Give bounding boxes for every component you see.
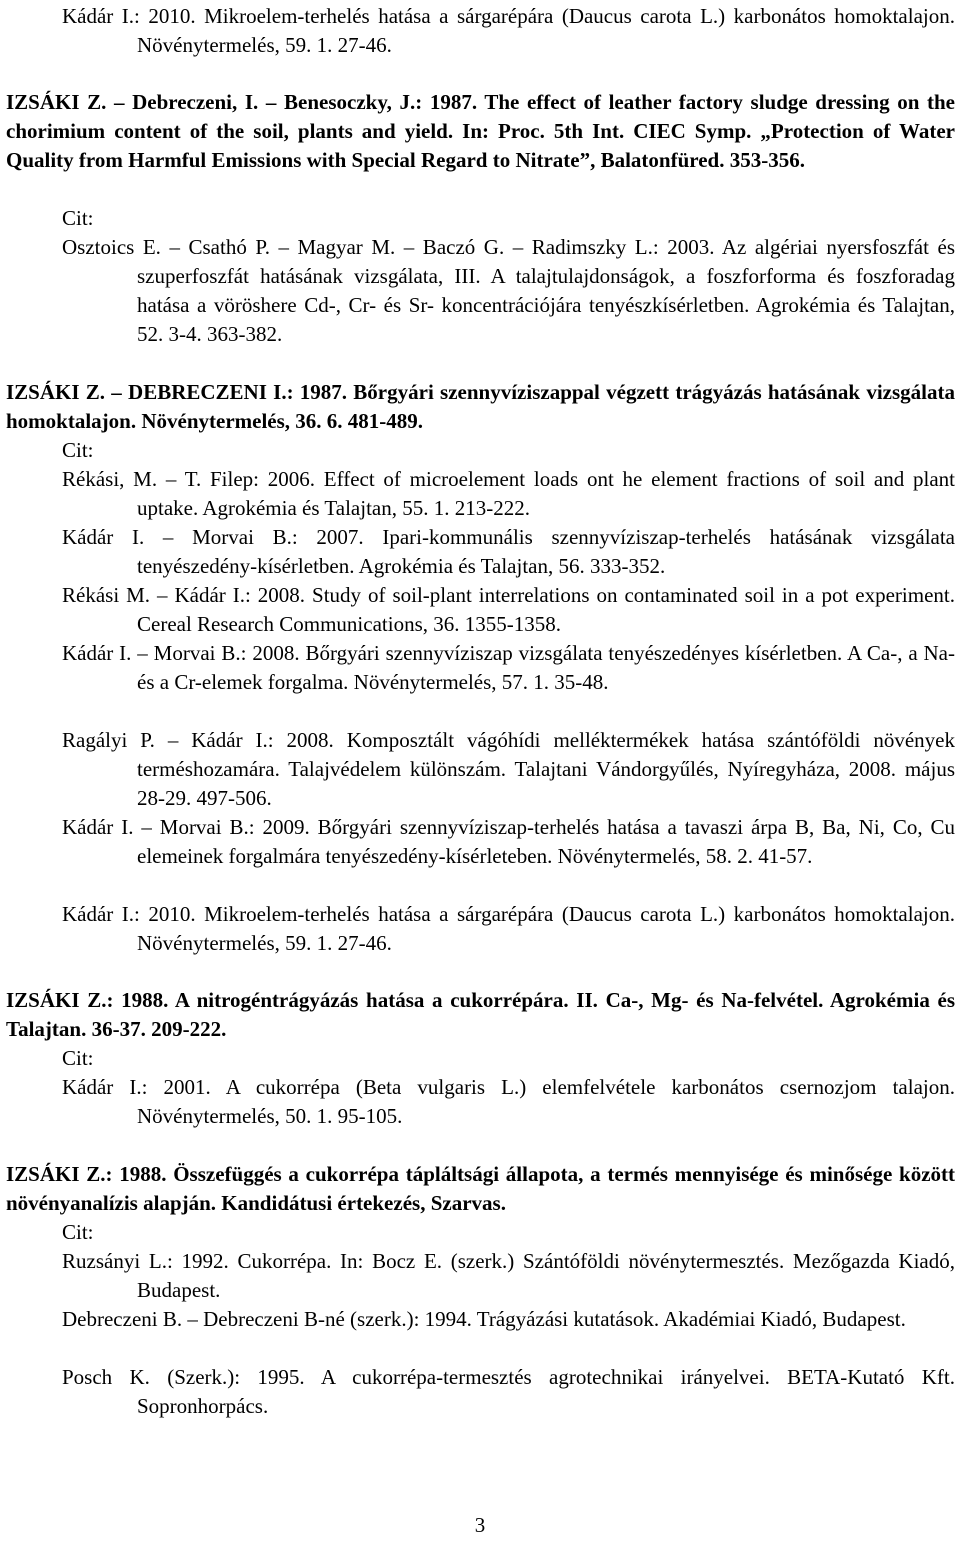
top-fragment-line2: homoktalajon. Növénytermelés, 59. 1. 27-46.: [137, 4, 955, 57]
citation-entry: Rékási, M. – T. Filep: 2006. Effect of microelement loads ont he element fractions of soil and plant uptake. Agrokémia és Talajtan, 55. 1. 213-222.: [62, 467, 955, 520]
citation-entry: Debreczeni B. – Debreczeni B-né (szerk.): 1994. Trágyázási kutatások. Akadémiai Kiadó, Budapest.: [62, 1307, 906, 1331]
citation-entry: Kádár I. – Morvai B.: 2009. Bőrgyári szennyvíziszap-terhelés hatása a tavaszi árpa B, Ba, Ni, Co, Cu elemeinek forgalmára tenyészedény-kísérleteben. Növénytermelés, 58. 2. 41-57.: [62, 815, 955, 868]
reference-heading-1: IZSÁKI Z. – Debreczeni, I. – Benesoczky, J.: 1987. The effect of leather factory sludge dressing on the chorimium content of the soil, plants and yield. In: Proc. 5th Int. CIEC Symp. „Protection of Water Quality from Harmful Emissions with Special Regard to Nitrate”, Balatonfüred. 353-356.: [6, 90, 955, 172]
reference-heading-2: IZSÁKI Z. – DEBRECZENI I.: 1987. Bőrgyári szennyvíziszappal végzett trágyázás hatásának vizsgálata homoktalajon. Növénytermelés, 36. 6. 481-489.: [6, 380, 955, 433]
citation-entry: Rékási M. – Kádár I.: 2008. Study of soil-plant interrelations on contaminated soil in a pot experiment. Cereal Research Communications, 36. 1355-1358.: [62, 583, 955, 636]
top-fragment-citation: [62, 2, 955, 60]
citation-entry: Ragályi P. – Kádár I.: 2008. Komposztált vágóhídi melléktermékek hatása szántóföldi növények terméshozamára. Talajvédelem különszám. Talajtani Vándorgyűlés, Nyíregyháza, 2008. május 28-29. 497-506.: [62, 728, 955, 810]
reference-heading-3: IZSÁKI Z.: 1988. A nitrogéntrágyázás hatása a cukorrépára. II. Ca-, Mg- és Na-felvétel. Agrokémia és Talajtan. 36-37. 209-222.: [6, 988, 955, 1041]
citation-entry: Kádár I.: 2001. A cukorrépa (Beta vulgaris L.) elemfelvétele karbonátos csernozjom talajon. Növénytermelés, 50. 1. 95-105.: [62, 1075, 955, 1128]
cit-label-1: Cit:: [62, 206, 94, 230]
top-fragment-line1: Kádár I.: 2010. Mikroelem-terhelés hatása a sárgarépára (Daucus carota L.) karbonátos: [62, 4, 835, 28]
citation-entry: Posch K. (Szerk.): 1995. A cukorrépa-termesztés agrotechnikai irányelvei. BETA-Kutató Kft. Sopronhorpács.: [62, 1365, 955, 1418]
cit-label-2: Cit:: [62, 438, 94, 462]
reference-heading-4: IZSÁKI Z.: 1988. Összefüggés a cukorrépa tápláltsági állapota, a termés mennyisége és minősége között növényanalízis alapján. Kandidátusi értekezés, Szarvas.: [6, 1162, 955, 1215]
citation-entry: Kádár I. – Morvai B.: 2008. Bőrgyári szennyvíziszap vizsgálata tenyészedényes kísérletben. A Ca-, a Na- és a Cr-elemek forgalma. Növénytermelés, 57. 1. 35-48.: [62, 641, 955, 694]
citation-entry: Kádár I. – Morvai B.: 2007. Ipari-kommunális szennyvíziszap-terhelés hatásának vizsgálata tenyészedény-kísérletben. Agrokémia és Talajtan, 56. 333-352.: [62, 525, 955, 578]
cit-label-4: Cit:: [62, 1220, 94, 1244]
citation-entry: Osztoics E. – Csathó P. – Magyar M. – Baczó G. – Radimszky L.: 2003. Az algériai nyersfoszfát és szuperfoszfát hatásának vizsgálata, III. A talajtulajdonságok, a foszforforma és foszforadag hatása a vöröshere Cd-, Cr- és Sr- koncentrációjára tenyészkísérletben. Agrokémia és Talajtan, 52. 3-4. 363-382.: [62, 235, 955, 346]
citation-entry: Kádár I.: 2010. Mikroelem-terhelés hatása a sárgarépára (Daucus carota L.) karbonátos homoktalajon. Növénytermelés, 59. 1. 27-46.: [62, 902, 955, 955]
page-number: 3: [474, 1513, 486, 1537]
citation-entry: Ruzsányi L.: 1992. Cukorrépa. In: Bocz E. (szerk.) Szántóföldi növénytermesztés. Mezőgazda Kiadó, Budapest.: [62, 1249, 955, 1302]
cit-label-3: Cit:: [62, 1046, 94, 1070]
